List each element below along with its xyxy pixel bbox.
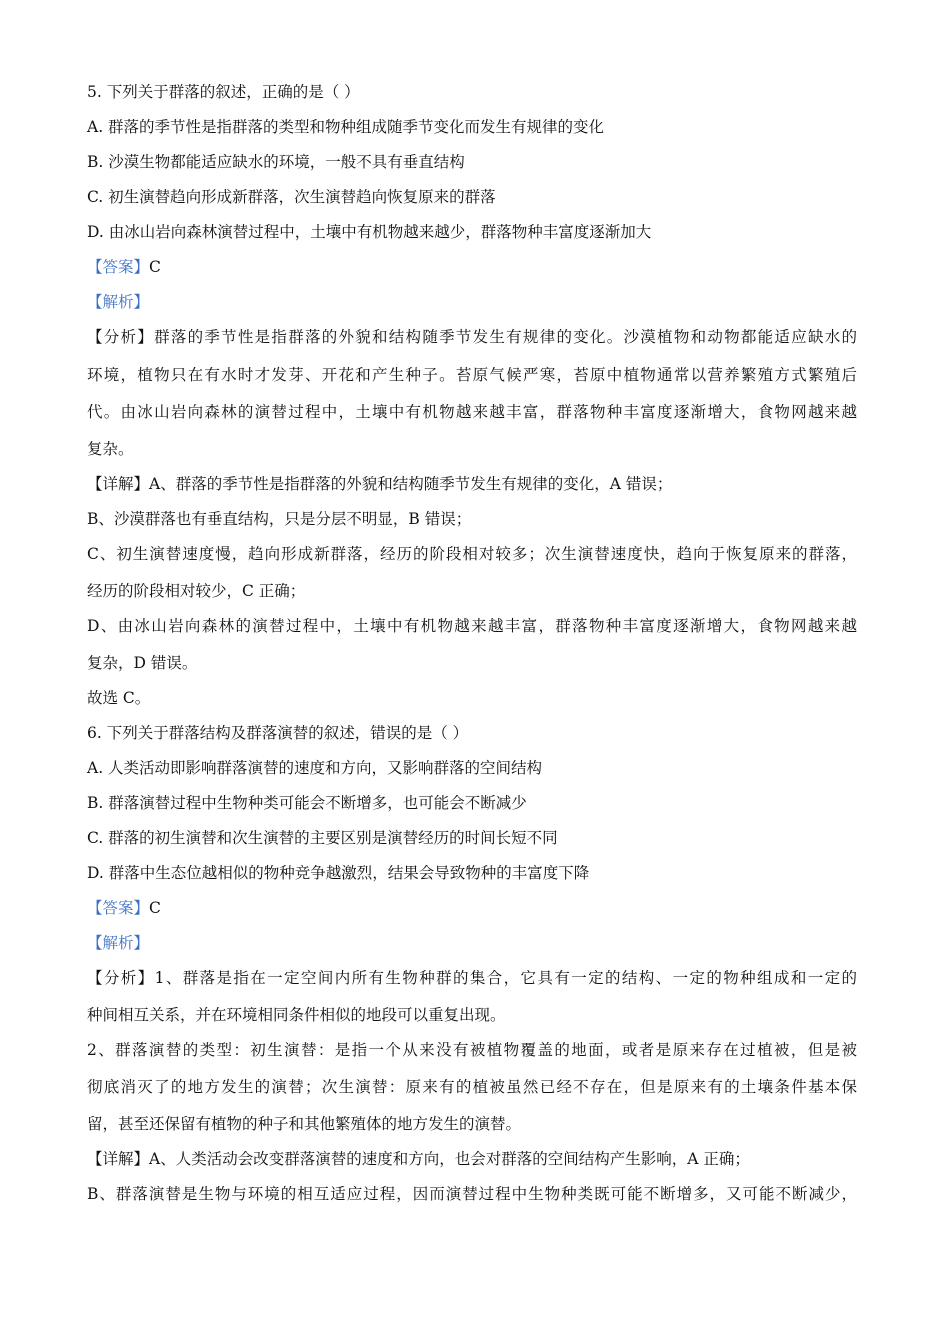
q5-option-b: B. 沙漠生物都能适应缺水的环境，一般不具有垂直结构 [87, 153, 465, 171]
q5-detail-line: 【详解】A、群落的季节性是指群落的外貌和结构随季节发生有规律的变化，A 错误； [87, 475, 673, 493]
q6-detail-line: 【详解】A、人类活动会改变群落演替的速度和方向，也会对群落的空间结构产生影响，A 正确； [87, 1150, 750, 1168]
q6-detail-line: B、群落演替是生物与环境的相互适应过程，因而演替过程中生物种类既可能不断增多，又可能不断减少， [87, 1185, 857, 1203]
q5-detail-line: B、沙漠群落也有垂直结构，只是分层不明显，B 错误； [87, 510, 472, 528]
q5-detail-line: C、初生演替速度慢，趋向形成新群落，经历的阶段相对较多；次生演替速度快，趋向于恢复原来的群落， [87, 545, 857, 563]
q5-analysis-line: 环境，植物只在有水时才发芽、开花和产生种子。苔原气候严寒，苔原中植物通常以营养繁殖方式繁殖后 [87, 366, 857, 384]
q6-option-d: D. 群落中生态位越相似的物种竞争越激烈，结果会导致物种的丰富度下降 [87, 864, 590, 882]
q5-analysis-tag: 【解析】 [87, 293, 150, 311]
q5-stem: 5. 下列关于群落的叙述，正确的是（ ） [87, 83, 360, 101]
q6-analysis-line: 种间相互关系，并在环境相同条件相似的地段可以重复出现。 [87, 1006, 506, 1024]
q5-option-d: D. 由冰山岩向森林演替过程中，土壤中有机物越来越少，群落物种丰富度逐渐加大 [87, 223, 652, 241]
q6-option-a: A. 人类活动即影响群落演替的速度和方向，又影响群落的空间结构 [87, 759, 543, 777]
q5-analysis-line: 复杂。 [87, 440, 134, 458]
q5-analysis-line: 【分析】群落的季节性是指群落的外貌和结构随季节发生有规律的变化。沙漠植物和动物都能适应缺水的 [87, 328, 857, 346]
q6-answer-tag: 【答案】 [87, 899, 150, 917]
q5-detail-line: 经历的阶段相对较少，C 正确； [87, 582, 306, 600]
q6-analysis-line: 2、群落演替的类型：初生演替：是指一个从来没有被植物覆盖的地面，或者是原来存在过植被，但是被 [87, 1041, 857, 1059]
q5-answer-value: C [149, 258, 161, 276]
q5-analysis-line: 代。由冰山岩向森林的演替过程中，土壤中有机物越来越丰富，群落物种丰富度逐渐增大，食物网越来越 [87, 403, 857, 421]
q5-answer-tag: 【答案】 [87, 258, 150, 276]
q6-stem: 6. 下列关于群落结构及群落演替的叙述，错误的是（ ） [87, 724, 469, 742]
q5-option-c: C. 初生演替趋向形成新群落，次生演替趋向恢复原来的群落 [87, 188, 496, 206]
q6-analysis-line: 【分析】1、群落是指在一定空间内所有生物种群的集合，它具有一定的结构、一定的物种组成和一定的 [87, 969, 857, 987]
q6-analysis-line: 留，甚至还保留有植物的种子和其他繁殖体的地方发生的演替。 [87, 1115, 522, 1133]
q6-answer [87, 898, 161, 918]
q5-detail-line: 复杂，D 错误。 [87, 654, 198, 672]
q6-option-c: C. 群落的初生演替和次生演替的主要区别是演替经历的时间长短不同 [87, 829, 558, 847]
q5-conclusion: 故选 C。 [87, 689, 151, 707]
q6-analysis-line: 彻底消灭了的地方发生的演替；次生演替：原来有的植被虽然已经不存在，但是原来有的土壤条件基本保 [87, 1078, 857, 1096]
q6-answer-value: C [149, 899, 161, 917]
q5-answer [87, 257, 161, 277]
q6-analysis-tag: 【解析】 [87, 934, 150, 952]
q6-option-b: B. 群落演替过程中生物种类可能会不断增多，也可能会不断减少 [87, 794, 527, 812]
q5-option-a: A. 群落的季节性是指群落的类型和物种组成随季节变化而发生有规律的变化 [87, 118, 605, 136]
q5-detail-line: D、由冰山岩向森林的演替过程中，土壤中有机物越来越丰富，群落物种丰富度逐渐增大，食物网越来越 [87, 617, 857, 635]
